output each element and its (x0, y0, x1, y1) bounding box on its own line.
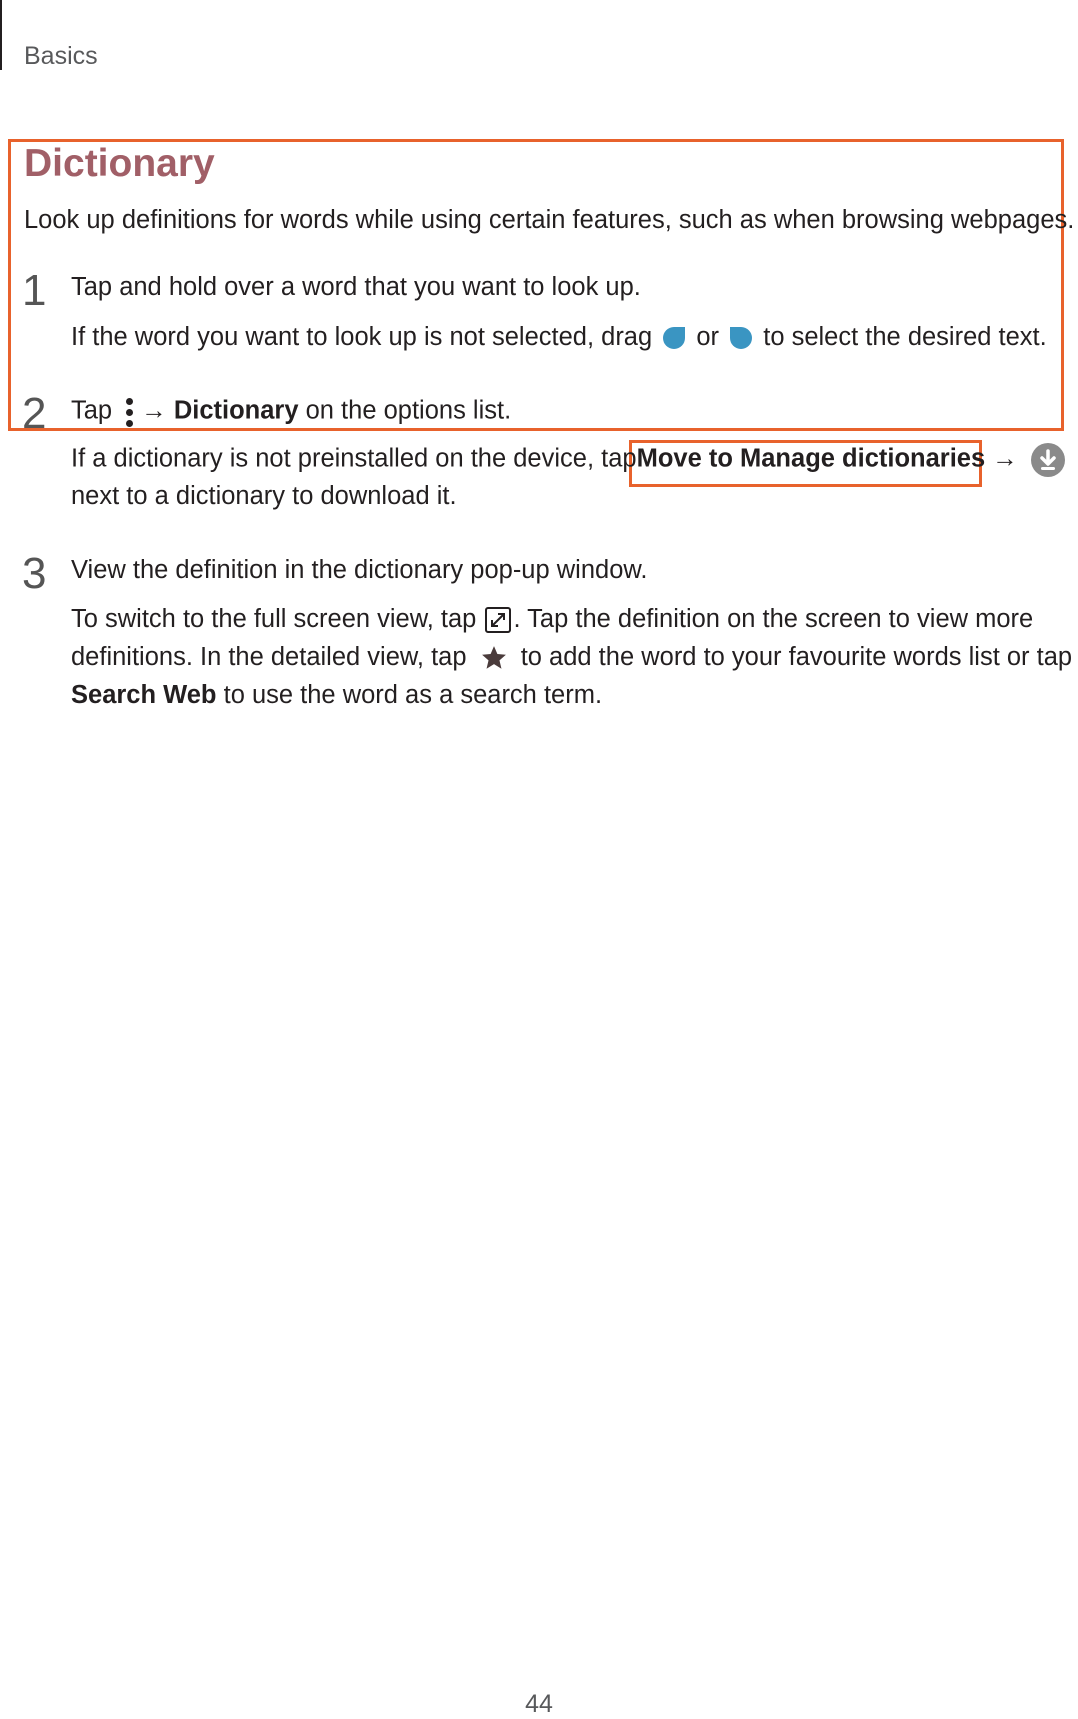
section-label: Basics (24, 42, 98, 70)
selection-handle-left-icon (663, 327, 685, 349)
step-1-note-text-a: If the word you want to look up is not selected, drag (71, 323, 653, 351)
step-number-2: 2 (22, 389, 47, 438)
section-tab-marker (0, 0, 2, 70)
page-number: 44 (525, 1690, 553, 1718)
step-2-text-b: on the options list. (305, 396, 512, 425)
download-icon (1031, 443, 1065, 477)
step-3-note3-text-b: to use the word as a search term. (223, 681, 603, 709)
more-options-icon (123, 395, 135, 429)
step-2-note-line-1 (71, 443, 1065, 477)
step-2-dictionary-label: Dictionary (173, 396, 299, 425)
step-3-note1-text-a: To switch to the full screen view, tap (71, 605, 477, 633)
step-3-note-line-2 (71, 642, 1072, 673)
step-3-note2-text-b: to add the word to your favourite words list or tap (520, 643, 1073, 671)
step-1-instruction: Tap and hold over a word that you want to look up. (71, 273, 641, 301)
intro-text: Look up definitions for words while using certain features, such as when browsing webpages. (24, 206, 1075, 234)
step-1-note-or: or (696, 323, 720, 351)
manage-dictionaries-label: Move to Manage dictionaries (636, 444, 986, 473)
step-2-note-line-2: next to a dictionary to download it. (71, 482, 457, 510)
step-3-note-line-1 (71, 604, 1033, 635)
step-2-note-text-a: If a dictionary is not preinstalled on the device, tap (71, 444, 637, 473)
step-1-note-text-b: to select the desired text. (763, 323, 1047, 351)
step-number-1: 1 (22, 266, 47, 315)
step-2-note-arrow: → (992, 444, 1018, 473)
page-title: Dictionary (24, 142, 215, 185)
step-3-note-line-3 (71, 680, 602, 711)
star-icon (480, 644, 508, 672)
step-2-text-a: Tap (71, 396, 113, 425)
step-3-instruction: View the definition in the dictionary pop-up window. (71, 556, 648, 584)
selection-handle-right-icon (730, 327, 752, 349)
full-screen-icon (485, 607, 511, 633)
step-2-instruction (71, 395, 511, 429)
step-1-note (71, 322, 1047, 353)
search-web-label: Search Web (71, 681, 217, 709)
step-2-arrow: → (141, 396, 167, 425)
step-number-3: 3 (22, 549, 47, 598)
step-3-note2-text-a: definitions. In the detailed view, tap (71, 643, 467, 671)
step-3-note1-text-b: . Tap the definition on the screen to view more (513, 605, 1034, 633)
